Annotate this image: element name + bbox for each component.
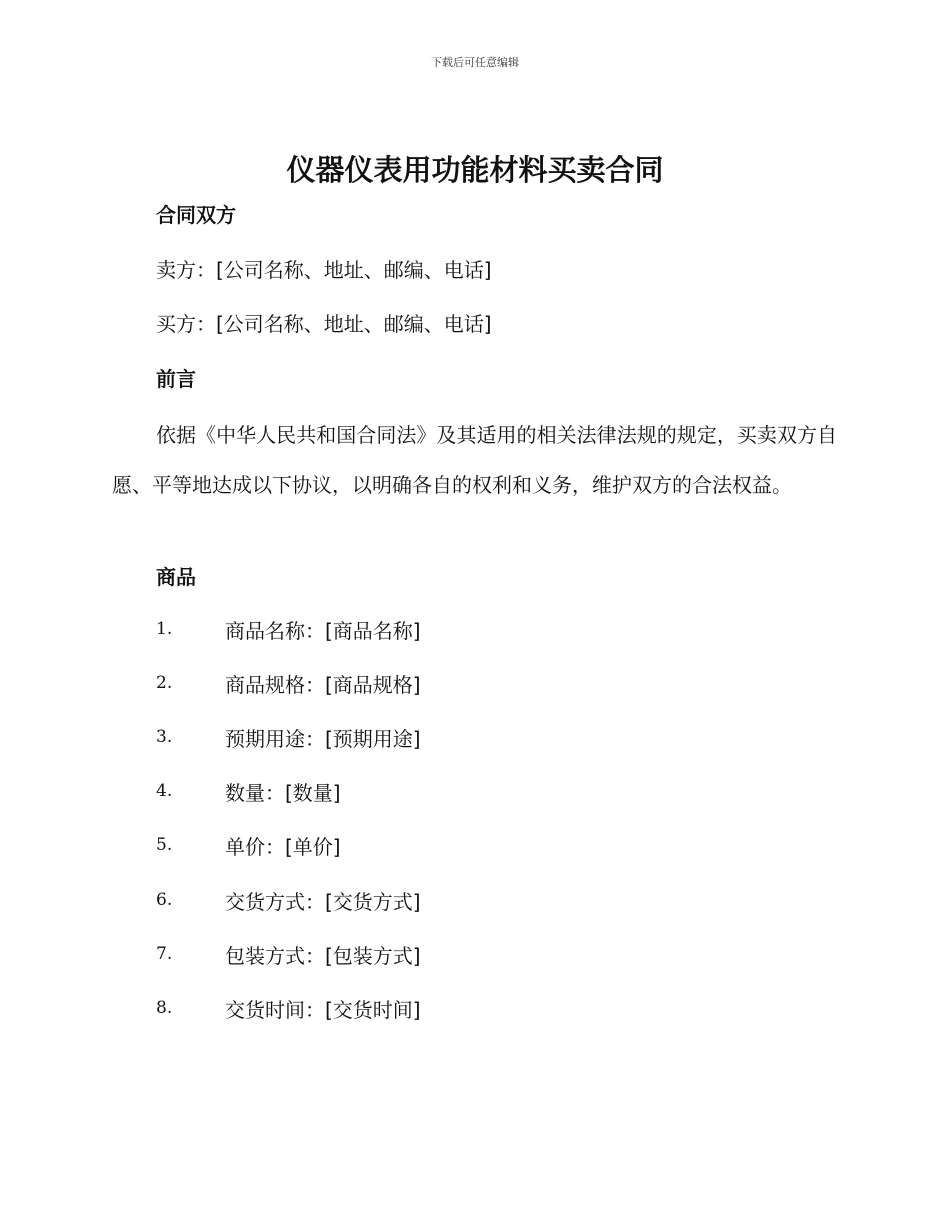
list-item: [0, 777, 950, 807]
list-item-text: 交货方式：[交货方式]: [225, 890, 421, 914]
list-item: [0, 831, 950, 861]
list-item-number: 6.: [156, 890, 173, 910]
list-item-text: 商品名称：[商品名称]: [225, 619, 421, 643]
list-item: [0, 886, 950, 916]
header-note: 下载后可任意编辑: [431, 56, 519, 69]
buyer-line: 买方：[公司名称、地址、邮编、电话]: [156, 312, 492, 336]
list-item-number: 4.: [156, 781, 173, 801]
list-item: [0, 669, 950, 699]
list-item-number: 8.: [156, 998, 173, 1018]
list-item-number: 7.: [156, 944, 173, 964]
list-item-number: 3.: [156, 727, 173, 747]
list-item-text: 数量：[数量]: [225, 781, 341, 805]
list-item-text: 交货时间：[交货时间]: [225, 998, 421, 1022]
list-item-number: 1.: [156, 619, 173, 639]
list-item-number: 5.: [156, 835, 173, 855]
parties-heading: 合同双方: [156, 203, 236, 227]
seller-line: 卖方：[公司名称、地址、邮编、电话]: [156, 258, 492, 282]
list-item: [0, 940, 950, 970]
preface-heading: 前言: [156, 367, 196, 391]
list-item: [0, 723, 950, 753]
preface-paragraph: 依据《中华人民共和国合同法》及其适用的相关法律法规的规定，买卖双方自愿、平等地达成以下协议，以明确各自的权利和义务，维护双方的合法权益。: [112, 423, 837, 497]
list-item-text: 单价：[单价]: [225, 835, 341, 859]
goods-heading: 商品: [156, 565, 196, 589]
document-title: 仪器仪表用功能材料买卖合同: [286, 153, 664, 187]
list-item: [0, 615, 950, 645]
list-item-text: 包装方式：[包装方式]: [225, 944, 421, 968]
list-item: [0, 994, 950, 1024]
list-item-text: 预期用途：[预期用途]: [225, 727, 421, 751]
list-item-number: 2.: [156, 673, 173, 693]
list-item-text: 商品规格：[商品规格]: [225, 673, 421, 697]
